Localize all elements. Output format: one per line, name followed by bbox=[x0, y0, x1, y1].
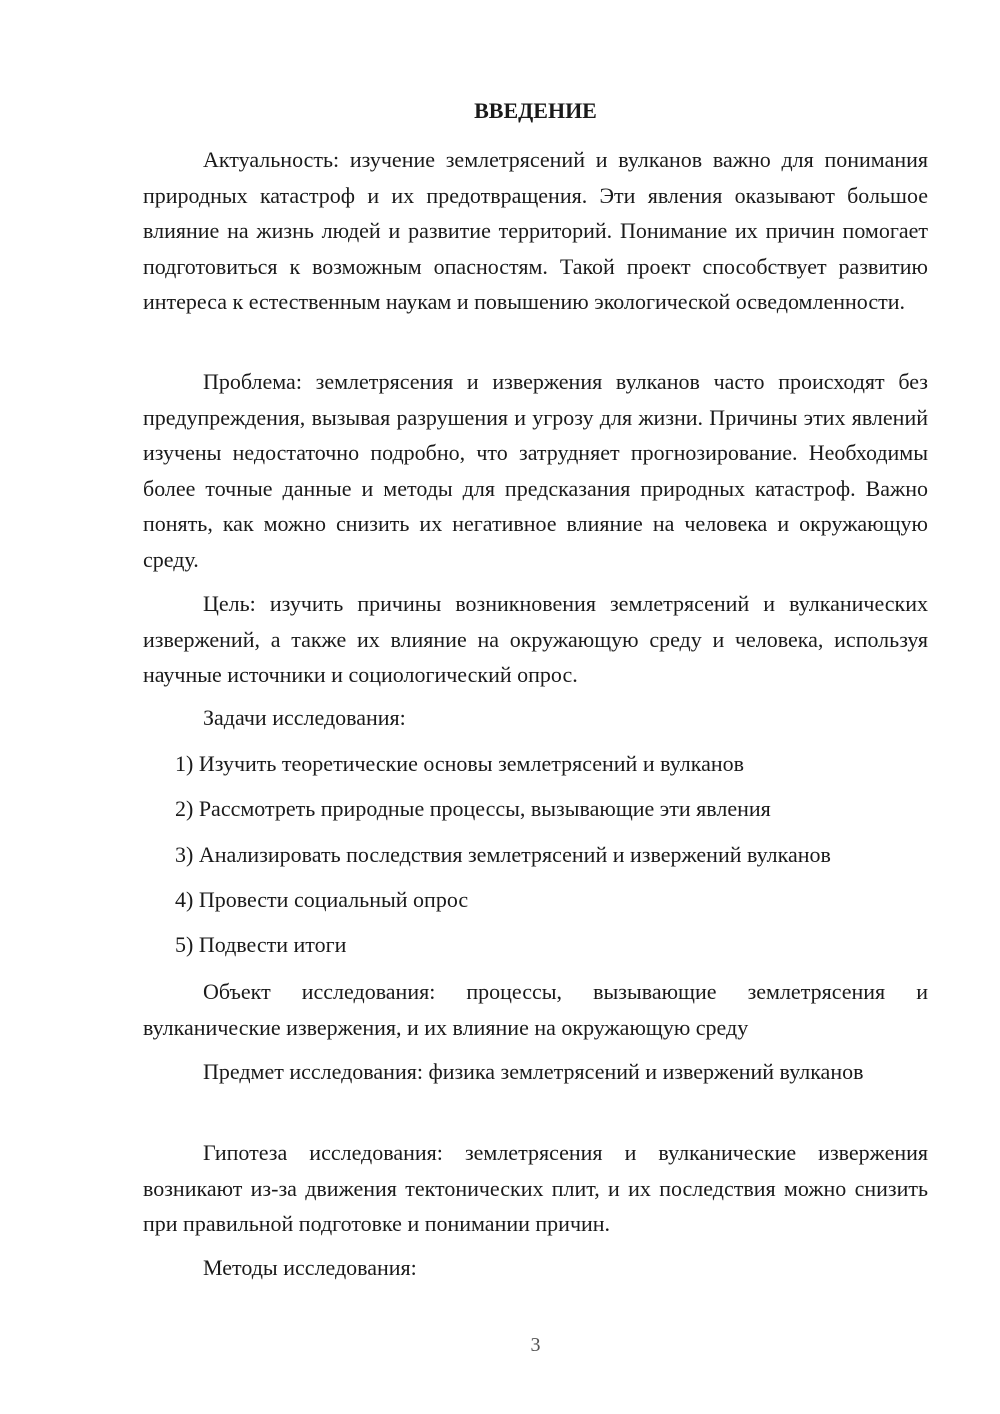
document-page bbox=[143, 0, 928, 1414]
methods-heading: Методы исследования: bbox=[203, 1255, 417, 1280]
paragraph-goal: Цель: изучить причины возникновения землетрясений и вулканических извержений, а также их влияние на окружающую среду и человека, используя научные источники и социологический опрос. bbox=[143, 591, 928, 687]
task-item-5: 5) Подвести итоги bbox=[175, 932, 347, 957]
task-item-2: 2) Рассмотреть природные процессы, вызывающие эти явления bbox=[175, 796, 771, 821]
section-title: ВВЕДЕНИЕ bbox=[474, 98, 597, 123]
paragraph-object: Объект исследования: процессы, вызывающие землетрясения и вулканические извержения, и их влияние на окружающую среду bbox=[143, 979, 928, 1040]
task-item-4: 4) Провести социальный опрос bbox=[175, 887, 469, 912]
task-item-1: 1) Изучить теоретические основы землетрясений и вулканов bbox=[175, 751, 745, 776]
paragraph-problem: Проблема: землетрясения и извержения вулканов часто происходят без предупреждения, вызывая разрушения и угрозу для жизни. Причины этих явлений изучены недостаточно подробно, что затрудняет прогнозирование. Необходимы более точные данные и методы для предсказания природных катастроф. Важно понять, как можно снизить их негативное влияние на человека и окружающую среду. bbox=[143, 369, 928, 572]
paragraph-hypothesis: Гипотеза исследования: землетрясения и вулканические извержения возникают из-за движения тектонических плит, и их последствия можно снизить при правильной подготовке и понимании причин. bbox=[143, 1140, 928, 1236]
tasks-heading: Задачи исследования: bbox=[203, 705, 406, 730]
page-number: 3 bbox=[530, 1334, 541, 1356]
paragraph-subject: Предмет исследования: физика землетрясений и извержений вулканов bbox=[203, 1059, 864, 1084]
paragraph-relevance: Актуальность: изучение землетрясений и вулканов важно для понимания природных катастроф и их предотвращения. Эти явления оказывают большое влияние на жизнь людей и развитие территорий. Понимание их причин помогает подготовиться к возможным опасностям. Такой проект способствует развитию интереса к естественным наукам и повышению экологической осведомленности. bbox=[143, 147, 928, 314]
task-item-3: 3) Анализировать последствия землетрясений и извержений вулканов bbox=[175, 842, 831, 867]
